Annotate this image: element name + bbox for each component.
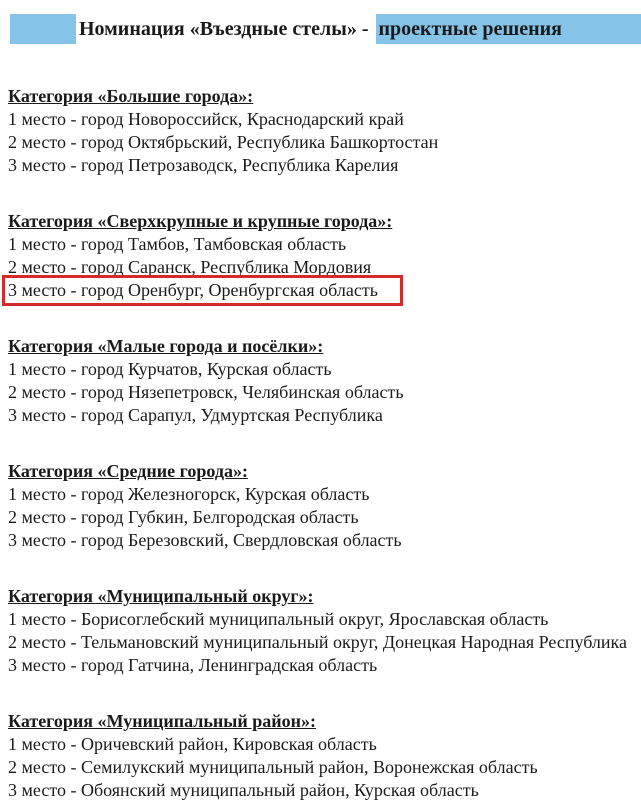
- title-leading-highlight: [10, 14, 76, 44]
- result-line: 1 место - город Тамбов, Тамбовская область: [8, 234, 347, 254]
- result-line: 3 место - город Гатчина, Ленинградская область: [8, 655, 378, 675]
- result-line: 2 место - город Губкин, Белгородская область: [8, 507, 359, 527]
- category-section-super-large-cities: [8, 210, 641, 302]
- result-line: 1 место - город Курчатов, Курская область: [8, 359, 332, 379]
- category-header: Категория «Большие города»:: [8, 86, 254, 106]
- result-line: 2 место - город Нязепетровск, Челябинская область: [8, 382, 404, 402]
- result-line: 1 место - Борисоглебский муниципальный округ, Ярославская область: [8, 609, 549, 629]
- category-header: Категория «Сверхкрупные и крупные города»:: [8, 211, 393, 231]
- category-section-medium-cities: [8, 460, 641, 552]
- result-line: 2 место - Тельмановский муниципальный округ, Донецкая Народная Республика: [8, 632, 628, 652]
- category-header: Категория «Муниципальный округ»:: [8, 586, 314, 606]
- result-line: 3 место - город Березовский, Свердловская область: [8, 530, 402, 550]
- result-line: 3 место - город Сарапул, Удмуртская Республика: [8, 405, 383, 425]
- title-highlighted-text: проектные решения: [376, 14, 641, 44]
- title-text: Номинация «Въездные стелы» -: [76, 14, 376, 44]
- category-section-large-cities: [8, 85, 641, 177]
- category-header: Категория «Средние города»:: [8, 461, 248, 481]
- category-section-municipal-okrug: [8, 585, 641, 677]
- result-line: 2 место - город Саранск, Республика Мордовия: [8, 257, 372, 277]
- result-line: 1 место - город Новороссийск, Краснодарский край: [8, 109, 404, 129]
- category-section-small-cities: [8, 335, 641, 427]
- category-header: Категория «Малые города и посёлки»:: [8, 336, 324, 356]
- result-line: 3 место - Обоянский муниципальный район, Курская область: [8, 780, 479, 800]
- category-header: Категория «Муниципальный район»:: [8, 711, 316, 731]
- result-line: 1 место - город Железногорск, Курская область: [8, 484, 370, 504]
- result-line: 2 место - город Октябрьский, Республика Башкортостан: [8, 132, 439, 152]
- document-title: [10, 14, 641, 44]
- category-section-municipal-rayon: [8, 710, 641, 802]
- result-line: 3 место - город Петрозаводск, Республика Карелия: [8, 155, 399, 175]
- result-line: [8, 279, 641, 302]
- red-highlight-box: 3 место - город Оренбург, Оренбургская область: [2, 275, 403, 306]
- result-line: 1 место - Оричевский район, Кировская область: [8, 734, 377, 754]
- result-line: 2 место - Семилукский муниципальный район, Воронежская область: [8, 757, 538, 777]
